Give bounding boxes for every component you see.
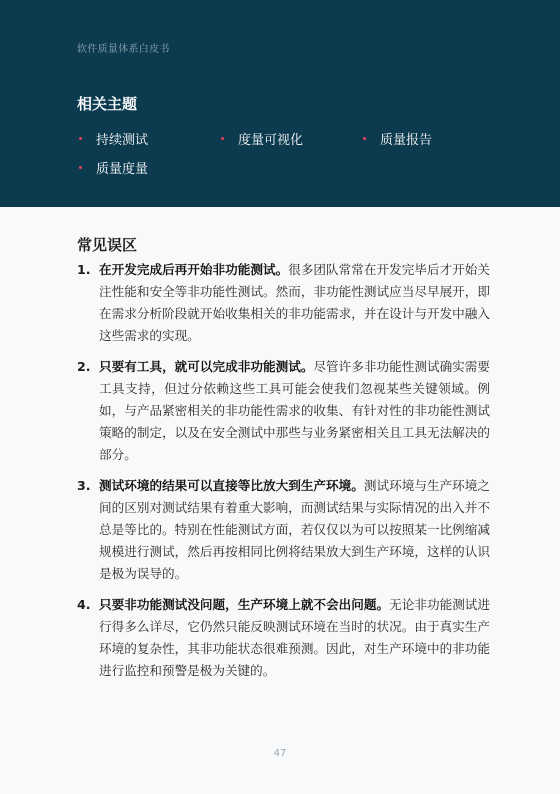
- topic-label: 质量报告: [380, 133, 433, 148]
- list-item: [77, 259, 490, 347]
- topic-label: 质量度量: [96, 162, 149, 177]
- list-item: [77, 356, 490, 466]
- bullet-dot-icon: [221, 137, 224, 140]
- related-topic-link[interactable]: [79, 133, 148, 149]
- pitfalls-heading: 常见误区: [77, 236, 138, 254]
- pitfalls-list: [77, 259, 490, 691]
- topic-label: 度量可视化: [238, 133, 304, 148]
- item-lead: 测试环境的结果可以直接等比放大到生产环境。: [99, 478, 364, 493]
- list-item: [77, 475, 490, 585]
- item-number: 2.: [77, 359, 91, 374]
- item-text: 尽管许多非功能性测试确实需要工具支持，但过分依赖这些工具可能会使我们忽视某些关键领域。例如，与产品紧密相关的非功能性需求的收集、有针对性的非功能性测试策略的制定，以及在安全测试中那些与业务紧密相关且工具无法解决的部分。: [99, 359, 491, 462]
- document-title: 软件质量体系白皮书: [77, 44, 170, 55]
- related-topic-link[interactable]: [79, 162, 148, 178]
- topic-label: 持续测试: [96, 133, 149, 148]
- bullet-dot-icon: [363, 137, 366, 140]
- related-topic-link[interactable]: [221, 133, 303, 149]
- list-item: [77, 594, 490, 682]
- page-number: 47: [273, 748, 287, 759]
- item-text: 测试环境与生产环境之间的区别对测试结果有着重大影响，而测试结果与实际情况的出入并不总是等比的。特别在性能测试方面，若仅仅以为可以按照某一比例缩减规模进行测试，然后再按相同比例将结果放大到生产环境，这样的认识是极为误导的。: [99, 478, 491, 581]
- bullet-dot-icon: [79, 137, 82, 140]
- item-number: 1.: [77, 262, 91, 277]
- item-number: 4.: [77, 597, 91, 612]
- item-lead: 只要有工具，就可以完成非功能测试。: [99, 359, 314, 374]
- bullet-dot-icon: [79, 166, 82, 169]
- related-topic-link[interactable]: [363, 133, 432, 149]
- related-topics-heading: 相关主题: [77, 95, 138, 113]
- item-number: 3.: [77, 478, 91, 493]
- item-lead: 只要非功能测试没问题，生产环境上就不会出问题。: [99, 597, 390, 612]
- item-text: 很多团队常常在开发完毕后才开始关注性能和安全等非功能性测试。然而，非功能性测试应当尽早展开，即在需求分析阶段就开始收集相关的非功能需求，并在设计与开发中融入这些需求的实现。: [99, 262, 491, 343]
- header-banner: [0, 0, 560, 207]
- item-lead: 在开发完成后再开始非功能测试。: [99, 262, 289, 277]
- item-text: 无论非功能测试进行得多么详尽，它仍然只能反映测试环境在当时的状况。由于真实生产环境的复杂性，其非功能状态很难预测。因此，对生产环境中的非功能进行监控和预警是极为关键的。: [99, 597, 491, 678]
